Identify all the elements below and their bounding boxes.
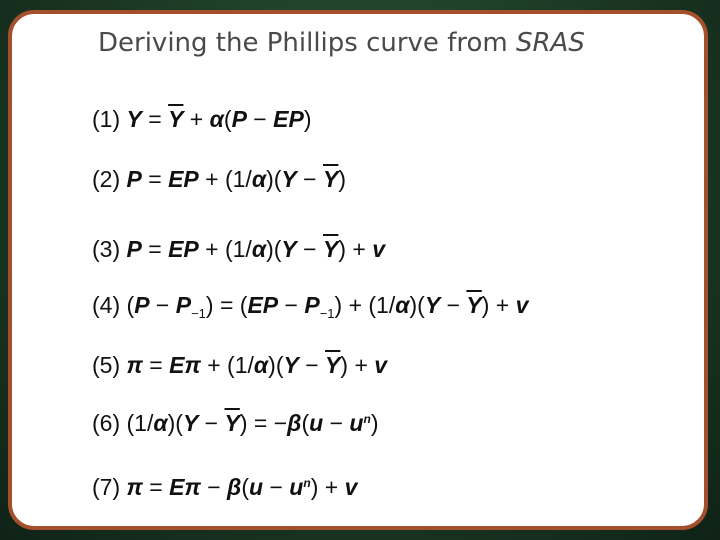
title-main: Deriving the Phillips curve from xyxy=(98,28,516,58)
equation-3-label: (3) xyxy=(92,236,121,262)
equation-5-label: (5) xyxy=(92,352,121,378)
equation-6: (6) $(1/\alpha)(Y - \overline{Y}) = -\beta(u - u^n)$ xyxy=(92,410,379,436)
title-italic: SRAS xyxy=(515,28,585,58)
slide-card xyxy=(8,10,708,530)
equation-4: (4) $(P - P_{-1}) = (EP - P_{-1}) + (1/\alpha)(Y - \overline{Y}) + v$ xyxy=(92,292,529,321)
equation-2-label: (2) xyxy=(92,166,121,192)
equation-1: (1) $Y = \overline{Y} + \alpha(P - EP)$ xyxy=(92,106,312,132)
equation-1-label: (1) xyxy=(92,106,121,132)
equation-5: (5) $\pi = E\pi + (1/\alpha)(Y - \overline{Y}) + v$ xyxy=(92,352,388,378)
equation-7-label: (7) xyxy=(92,474,121,500)
equation-3: (3) P = EP + $(1/\alpha)(Y - \overline{Y}) + v$ xyxy=(92,236,385,262)
equation-4-label: (4) xyxy=(92,292,121,318)
equation-6-label: (6) xyxy=(92,410,121,436)
equation-2: (2) P = EP + $(1/\alpha)(Y - \overline{Y})$ xyxy=(92,166,346,192)
slide-title xyxy=(98,28,585,58)
equation-7: (7) $\pi = E\pi - \beta(u - u^n) + v$ xyxy=(92,474,358,500)
